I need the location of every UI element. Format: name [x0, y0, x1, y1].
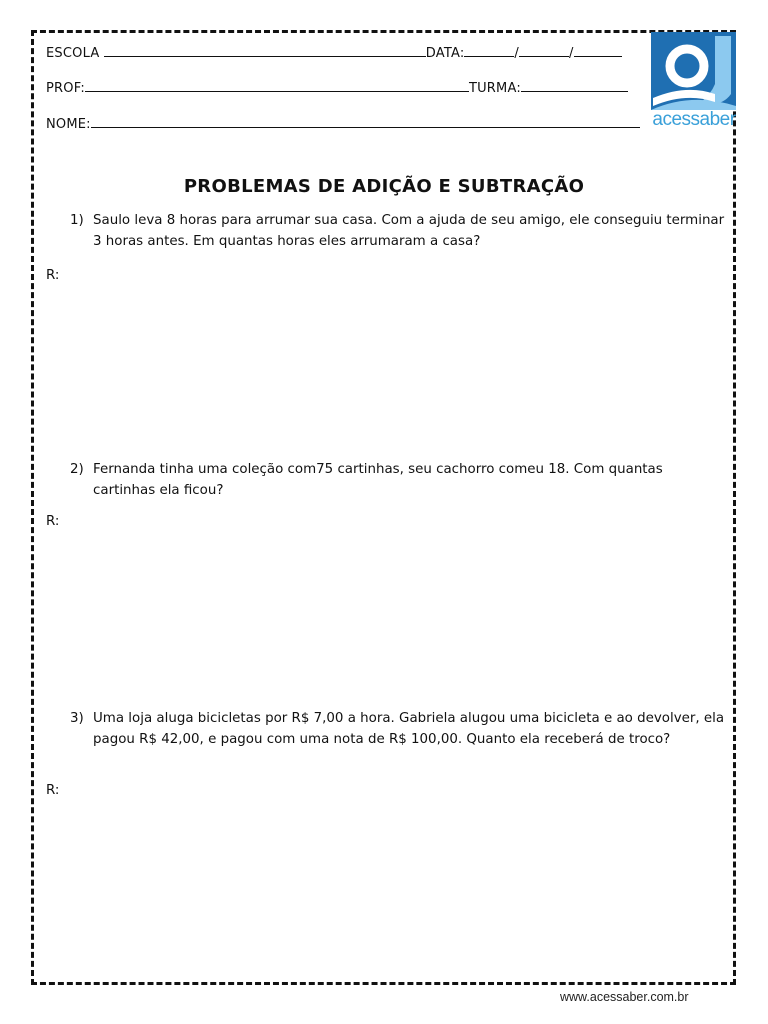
- turma-field[interactable]: [521, 79, 628, 92]
- prof-field[interactable]: [85, 79, 469, 92]
- question-3-number: 3): [70, 711, 84, 726]
- logo-text: acessaber: [652, 109, 736, 130]
- data-label: DATA:: [425, 46, 465, 61]
- escola-field[interactable]: [104, 44, 426, 57]
- footer-url: www.acessaber.com.br: [560, 990, 689, 1004]
- nome-label: NOME:: [46, 117, 91, 132]
- answer-1-label: R:: [46, 268, 60, 283]
- answer-2-label: R:: [46, 514, 60, 529]
- question-3-text: Uma loja aluga bicicletas por R$ 7,00 a hora. Gabriela alugou uma bicicleta e ao devolver, ela pagou R$ 42,00, e pagou com uma nota de R$ 100,00. Quanto ela receberá de troco?: [93, 711, 725, 747]
- question-1-number: 1): [70, 213, 84, 228]
- nome-field[interactable]: [91, 115, 640, 128]
- turma-label: TURMA:: [468, 81, 521, 96]
- date-separator-2: /: [569, 46, 574, 61]
- date-separator-1: /: [514, 46, 520, 61]
- question-2: [70, 459, 725, 501]
- question-2-text: Fernanda tinha uma coleção com75 cartinhas, seu cachorro comeu 18. Com quantas cartinhas ela ficou?: [93, 462, 663, 498]
- nome-row: [46, 115, 640, 132]
- prof-label: PROF:: [46, 81, 85, 96]
- question-1: [70, 210, 725, 252]
- answer-3-label: R:: [46, 783, 60, 798]
- escola-row: [46, 44, 622, 61]
- date-year-field[interactable]: [574, 44, 622, 57]
- escola-label: ESCOLA: [46, 46, 100, 61]
- date-day-field[interactable]: [464, 44, 514, 57]
- prof-row: [46, 79, 628, 96]
- question-1-text: Saulo leva 8 horas para arrumar sua casa. Com a ajuda de seu amigo, ele conseguiu terminar 3 horas antes. Em quantas horas eles arrumaram a casa?: [93, 213, 725, 249]
- question-3: [70, 708, 725, 750]
- date-month-field[interactable]: [519, 44, 569, 57]
- worksheet-title: PROBLEMAS DE ADIÇÃO E SUBTRAÇÃO: [183, 176, 585, 197]
- question-2-number: 2): [70, 462, 84, 477]
- dashed-page-border: [31, 30, 736, 985]
